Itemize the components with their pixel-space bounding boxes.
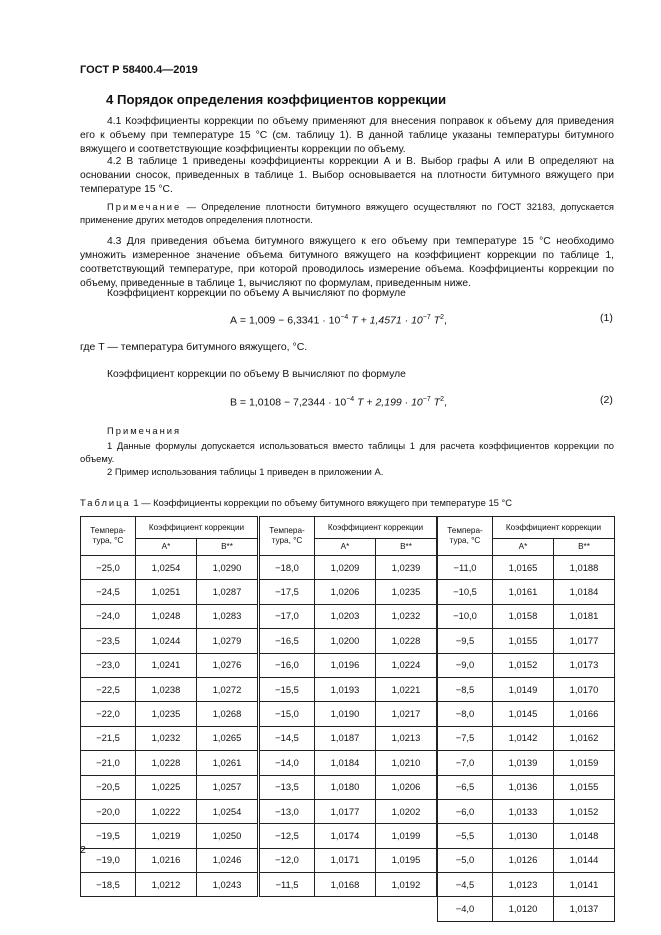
cell-coef-b: 1,0265	[197, 726, 258, 750]
note-label: Примечание	[107, 201, 182, 212]
table-row	[438, 751, 615, 775]
cell-temperature: −17,5	[260, 580, 315, 604]
table-row	[260, 629, 437, 653]
cell-coef-b: 1,0162	[554, 726, 615, 750]
cell-temperature: −9,0	[438, 653, 493, 677]
cell-coef-a: 1,0225	[136, 775, 197, 799]
cell-coef-a: 1,0190	[315, 702, 376, 726]
formula-b-number: (2)	[600, 394, 613, 406]
cell-temperature: −15,0	[260, 702, 315, 726]
table-row	[260, 653, 437, 677]
cell-coef-a: 1,0184	[315, 751, 376, 775]
coefficient-table-block	[80, 516, 258, 897]
cell-coef-a: 1,0149	[493, 677, 554, 701]
table-row	[438, 824, 615, 848]
cell-coef-b: 1,0195	[376, 848, 437, 872]
cell-coef-b: 1,0166	[554, 702, 615, 726]
table-row	[438, 873, 615, 897]
cell-temperature: −10,5	[438, 580, 493, 604]
cell-coef-b: 1,0192	[376, 873, 437, 897]
cell-coef-a: 1,0136	[493, 775, 554, 799]
cell-temperature: −25,0	[81, 556, 136, 580]
cell-coef-a: 1,0200	[315, 629, 376, 653]
cell-temperature: −4,5	[438, 873, 493, 897]
cell-temperature: −23,0	[81, 653, 136, 677]
table-row	[81, 848, 258, 872]
table-row	[81, 653, 258, 677]
cell-coef-b: 1,0257	[197, 775, 258, 799]
table-row	[81, 824, 258, 848]
paragraph-4-2: 4.2 В таблице 1 приведены коэффициенты коррекции А и В. Выбор графы А или В определяют на основании сносок, приведенных в таблице 1. Выбор основывается на плотности битумного вяжущего при температуре 15 °С.	[80, 156, 614, 195]
cell-coef-a: 1,0161	[493, 580, 554, 604]
cell-temperature: −6,0	[438, 799, 493, 823]
cell-coef-a: 1,0238	[136, 677, 197, 701]
cell-coef-a: 1,0142	[493, 726, 554, 750]
cell-coef-a: 1,0196	[315, 653, 376, 677]
paragraph-4-1: 4.1 Коэффициенты коррекции по объему применяют для внесения поправок к объему для приведения его к объему при температуре 15 °С (см. таблицу 1). В данной таблице указаны температуры битумного вяжущего и соответствующие коэффициенты коррекции по объему.	[80, 116, 614, 155]
table-row	[438, 702, 615, 726]
table-row	[438, 848, 615, 872]
table-row	[438, 629, 615, 653]
cell-coef-a: 1,0187	[315, 726, 376, 750]
cell-temperature: −14,5	[260, 726, 315, 750]
cell-temperature: −16,0	[260, 653, 315, 677]
notes-label: Примечания	[107, 425, 182, 436]
note-density	[80, 201, 614, 226]
table-row	[81, 751, 258, 775]
cell-coef-b: 1,0170	[554, 677, 615, 701]
header-temperature: Темпера-тура, °С	[260, 517, 315, 556]
header-coef-a: А*	[493, 539, 554, 556]
cell-coef-b: 1,0144	[554, 848, 615, 872]
table-row	[438, 897, 615, 921]
cell-coef-a: 1,0254	[136, 556, 197, 580]
formula-b-exp1: −4	[346, 396, 355, 403]
cell-coef-b: 1,0228	[376, 629, 437, 653]
cell-temperature: −24,5	[81, 580, 136, 604]
table-row	[438, 799, 615, 823]
cell-temperature: −20,5	[81, 775, 136, 799]
table-row	[260, 873, 437, 897]
table-row	[260, 702, 437, 726]
cell-coef-b: 1,0235	[376, 580, 437, 604]
formula-a-exp1: −4	[340, 314, 349, 321]
cell-coef-a: 1,0139	[493, 751, 554, 775]
table-row	[81, 775, 258, 799]
cell-temperature: −12,5	[260, 824, 315, 848]
cell-coef-a: 1,0155	[493, 629, 554, 653]
cell-coef-b: 1,0239	[376, 556, 437, 580]
cell-coef-b: 1,0246	[197, 848, 258, 872]
table-caption-label: Таблица	[80, 497, 131, 508]
cell-coef-a: 1,0120	[493, 897, 554, 921]
cell-coef-b: 1,0141	[554, 873, 615, 897]
cell-coef-b: 1,0290	[197, 556, 258, 580]
header-coef-b: В**	[376, 539, 437, 556]
table-row	[81, 726, 258, 750]
table-row	[260, 824, 437, 848]
cell-coef-b: 1,0137	[554, 897, 615, 921]
cell-temperature: −13,5	[260, 775, 315, 799]
cell-temperature: −21,0	[81, 751, 136, 775]
cell-temperature: −19,5	[81, 824, 136, 848]
where-clause: где T — температура битумного вяжущего, °С.	[80, 341, 308, 353]
cell-temperature: −18,0	[260, 556, 315, 580]
cell-coef-a: 1,0216	[136, 848, 197, 872]
cell-coef-a: 1,0222	[136, 799, 197, 823]
header-coef-a: А*	[136, 539, 197, 556]
table-row	[438, 677, 615, 701]
cell-coef-a: 1,0232	[136, 726, 197, 750]
cell-temperature: −6,5	[438, 775, 493, 799]
cell-coef-b: 1,0232	[376, 604, 437, 628]
formula-a-number: (1)	[600, 312, 613, 324]
table-row	[260, 799, 437, 823]
table-row	[438, 556, 615, 580]
cell-coef-b: 1,0217	[376, 702, 437, 726]
cell-coef-b: 1,0279	[197, 629, 258, 653]
cell-coef-a: 1,0241	[136, 653, 197, 677]
table-row	[81, 604, 258, 628]
cell-temperature: −23,5	[81, 629, 136, 653]
cell-temperature: −9,5	[438, 629, 493, 653]
cell-coef-b: 1,0224	[376, 653, 437, 677]
cell-coef-a: 1,0171	[315, 848, 376, 872]
cell-coef-b: 1,0173	[554, 653, 615, 677]
formula-a-part2: T + 1,4571 · 10	[348, 314, 423, 327]
cell-temperature: −11,0	[438, 556, 493, 580]
formula-a-exp3: 2	[440, 314, 444, 321]
cell-temperature: −24,0	[81, 604, 136, 628]
header-temperature: Темпера-тура, °С	[81, 517, 136, 556]
table-row	[81, 677, 258, 701]
cell-temperature: −7,5	[438, 726, 493, 750]
formula-a-exp2: −7	[422, 314, 431, 321]
cell-coef-b: 1,0254	[197, 799, 258, 823]
table-row	[438, 653, 615, 677]
header-coef-b: В**	[197, 539, 258, 556]
table-row	[260, 775, 437, 799]
cell-temperature: −8,0	[438, 702, 493, 726]
cell-coef-b: 1,0206	[376, 775, 437, 799]
note-2: 2 Пример использования таблицы 1 приведен в приложении А.	[107, 466, 384, 477]
cell-coef-a: 1,0158	[493, 604, 554, 628]
table-row	[260, 580, 437, 604]
formula-a-part1: А = 1,009 − 6,3341 · 10	[230, 314, 341, 327]
header-coef-b: В**	[554, 539, 615, 556]
cell-coef-b: 1,0261	[197, 751, 258, 775]
cell-temperature: −10,0	[438, 604, 493, 628]
paragraph-4-3: 4.3 Для приведения объема битумного вяжущего к его объему при температуре 15 °С необходимо умножить измеренное значение объема битумного вяжущего на коэффициент коррекции по таблице 1, соответствующий температуре, при которой проводилось измерение объема. Коэффициенты коррекции по объему, приведенные в таблице 1, вычисляют по формулам, приведенным ниже.	[80, 236, 614, 289]
header-temperature: Темпера-тура, °С	[438, 517, 493, 556]
formula-b-part1: В = 1,0108 − 7,2344 · 10	[230, 396, 347, 409]
cell-coef-a: 1,0212	[136, 873, 197, 897]
formula-a-part3: T	[430, 314, 441, 327]
header-coefficient: Коэффициент коррекции	[493, 517, 615, 539]
cell-coef-b: 1,0276	[197, 653, 258, 677]
table-caption-text: 1 — Коэффициенты коррекции по объему битумного вяжущего при температуре 15 °С	[130, 497, 513, 508]
cell-coef-b: 1,0213	[376, 726, 437, 750]
cell-coef-a: 1,0206	[315, 580, 376, 604]
table-row	[260, 848, 437, 872]
cell-temperature: −20,0	[81, 799, 136, 823]
cell-coef-b: 1,0188	[554, 556, 615, 580]
cell-temperature: −11,5	[260, 873, 315, 897]
cell-temperature: −13,0	[260, 799, 315, 823]
cell-temperature: −4,0	[438, 897, 493, 921]
header-coefficient: Коэффициент коррекции	[136, 517, 258, 539]
cell-coef-a: 1,0248	[136, 604, 197, 628]
cell-coef-b: 1,0221	[376, 677, 437, 701]
formula-b-exp3: 2	[440, 396, 444, 403]
cell-coef-a: 1,0228	[136, 751, 197, 775]
cell-coef-b: 1,0210	[376, 751, 437, 775]
table-row	[81, 873, 258, 897]
cell-coef-a: 1,0126	[493, 848, 554, 872]
cell-coef-b: 1,0155	[554, 775, 615, 799]
formula-a-intro: Коэффициент коррекции по объему А вычисляют по формуле	[107, 288, 406, 299]
table-row	[438, 604, 615, 628]
cell-coef-a: 1,0165	[493, 556, 554, 580]
cell-coef-a: 1,0177	[315, 799, 376, 823]
cell-coef-a: 1,0244	[136, 629, 197, 653]
document-code: ГОСТ Р 58400.4—2019	[80, 64, 198, 76]
cell-coef-a: 1,0193	[315, 677, 376, 701]
cell-temperature: −22,5	[81, 677, 136, 701]
formula-b-end: ,	[444, 396, 447, 409]
cell-temperature: −15,5	[260, 677, 315, 701]
cell-coef-a: 1,0219	[136, 824, 197, 848]
cell-temperature: −7,0	[438, 751, 493, 775]
cell-temperature: −5,0	[438, 848, 493, 872]
cell-coef-b: 1,0250	[197, 824, 258, 848]
cell-coef-b: 1,0268	[197, 702, 258, 726]
cell-coef-b: 1,0177	[554, 629, 615, 653]
cell-coef-a: 1,0133	[493, 799, 554, 823]
table-row	[81, 580, 258, 604]
cell-coef-a: 1,0130	[493, 824, 554, 848]
table-row	[260, 604, 437, 628]
formula-b-intro: Коэффициент коррекции по объему В вычисляют по формуле	[107, 369, 406, 380]
cell-coef-a: 1,0251	[136, 580, 197, 604]
header-coef-a: А*	[315, 539, 376, 556]
cell-coef-b: 1,0283	[197, 604, 258, 628]
cell-temperature: −12,0	[260, 848, 315, 872]
cell-temperature: −18,5	[81, 873, 136, 897]
cell-coef-a: 1,0203	[315, 604, 376, 628]
cell-coef-b: 1,0202	[376, 799, 437, 823]
cell-temperature: −19,0	[81, 848, 136, 872]
cell-coef-a: 1,0145	[493, 702, 554, 726]
table-row	[438, 580, 615, 604]
cell-temperature: −22,0	[81, 702, 136, 726]
cell-coef-b: 1,0159	[554, 751, 615, 775]
cell-coef-a: 1,0174	[315, 824, 376, 848]
coefficient-table-block	[259, 516, 437, 897]
cell-temperature: −17,0	[260, 604, 315, 628]
formula-a-end: ,	[444, 314, 447, 327]
cell-coef-b: 1,0243	[197, 873, 258, 897]
coefficient-table-block	[437, 516, 615, 922]
cell-temperature: −21,5	[81, 726, 136, 750]
page-number: 2	[80, 844, 86, 856]
cell-coef-b: 1,0287	[197, 580, 258, 604]
table-row	[438, 726, 615, 750]
table-row	[438, 775, 615, 799]
cell-coef-a: 1,0235	[136, 702, 197, 726]
section-title: 4 Порядок определения коэффициентов коррекции	[106, 92, 447, 107]
formula-b	[230, 393, 447, 410]
cell-coef-a: 1,0168	[315, 873, 376, 897]
table-row	[260, 751, 437, 775]
formula-b-part3: T	[430, 396, 441, 409]
cell-coef-b: 1,0272	[197, 677, 258, 701]
table-row	[81, 629, 258, 653]
note-1: 1 Данные формулы допускается использоваться вместо таблицы 1 для расчета коэффициентов коррекции по объему.	[80, 440, 614, 464]
table-row	[260, 677, 437, 701]
header-coefficient: Коэффициент коррекции	[315, 517, 437, 539]
cell-temperature: −8,5	[438, 677, 493, 701]
cell-coef-b: 1,0152	[554, 799, 615, 823]
table-row	[260, 726, 437, 750]
cell-coef-b: 1,0148	[554, 824, 615, 848]
table-row	[81, 799, 258, 823]
formula-b-exp2: −7	[422, 396, 431, 403]
cell-temperature: −16,5	[260, 629, 315, 653]
cell-temperature: −14,0	[260, 751, 315, 775]
cell-coef-a: 1,0180	[315, 775, 376, 799]
table-row	[81, 702, 258, 726]
formula-b-part2: T + 2,199 · 10	[354, 396, 423, 409]
cell-coef-b: 1,0184	[554, 580, 615, 604]
cell-coef-a: 1,0123	[493, 873, 554, 897]
cell-coef-a: 1,0152	[493, 653, 554, 677]
cell-coef-b: 1,0199	[376, 824, 437, 848]
table-row	[81, 556, 258, 580]
cell-coef-b: 1,0181	[554, 604, 615, 628]
cell-coef-a: 1,0209	[315, 556, 376, 580]
table-row	[260, 556, 437, 580]
table-caption	[80, 497, 512, 510]
cell-temperature: −5,5	[438, 824, 493, 848]
note-text: — Определение плотности битумного вяжущего осуществляют по ГОСТ 32183, допускается применение других методов определения плотности.	[80, 201, 614, 225]
formula-a	[230, 311, 447, 328]
